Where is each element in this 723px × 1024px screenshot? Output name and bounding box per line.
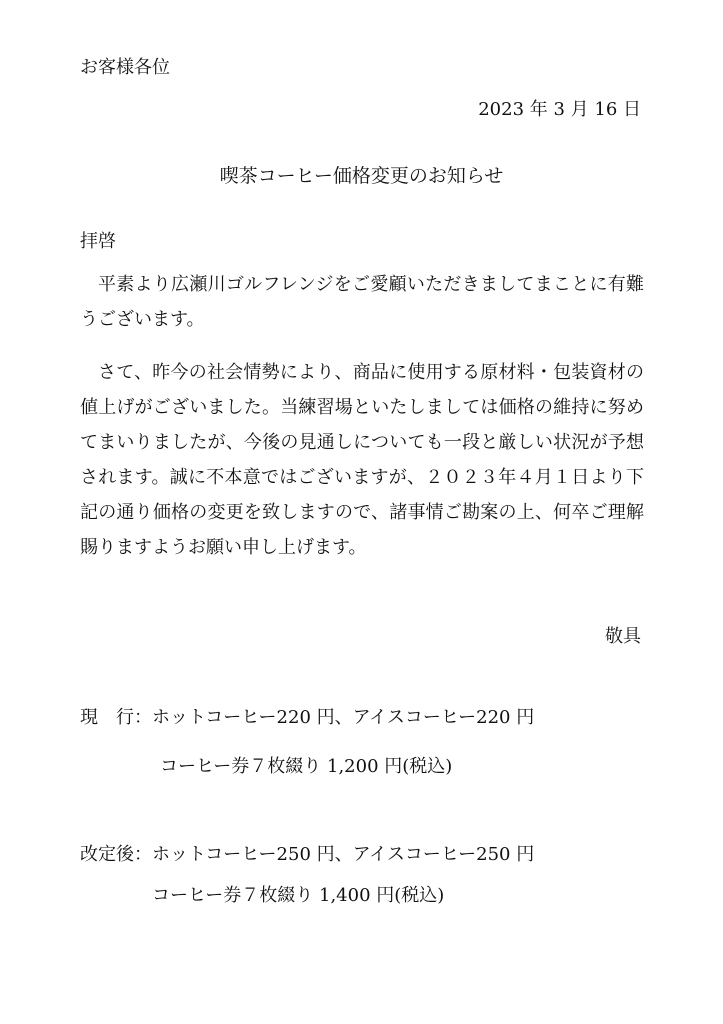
revised-ticket-price: コーヒー券７枚綴り 1,400 円(税込) — [152, 885, 445, 906]
revised-prices — [80, 843, 534, 867]
current-label: 現 行： — [80, 707, 152, 728]
paragraph-intro: 平素より広瀬川ゴルフレンジをご愛顧いただきましてまことに有難うございます。 — [80, 274, 644, 330]
opening-greeting: 拝啓 — [80, 231, 116, 252]
current-ticket-price: コーヒー券７枚綴り 1,200 円(税込) — [160, 756, 453, 777]
salutation: お客様各位 — [80, 57, 170, 78]
closing-word: 敬具 — [605, 626, 641, 647]
revised-drink-prices: ホットコーヒー250 円、アイスコーヒー250 円 — [152, 844, 535, 865]
paragraph-notice: さて、昨今の社会情勢により、商品に使用する原材料・包装資材の値上げがございました。当練習場といたしましては価格の維持に努めてまいりましたが、今後の見通しについても一段と厳しい状況が予想されます。誠に不本意ではございますが、２０２３年４月１日より下記の通り価格の変更を致しますので、諸事情ご勘案の上、何卒ご理解賜りますようお願い申し上げます。 — [80, 362, 644, 558]
current-prices — [80, 706, 534, 730]
revised-label: 改定後： — [80, 844, 152, 865]
current-drink-prices: ホットコーヒー220 円、アイスコーヒー220 円 — [152, 707, 535, 728]
letter-date: 2023 年 3 月 16 日 — [478, 99, 641, 120]
letter-title: 喫茶コーヒー価格変更のお知らせ — [219, 165, 504, 187]
